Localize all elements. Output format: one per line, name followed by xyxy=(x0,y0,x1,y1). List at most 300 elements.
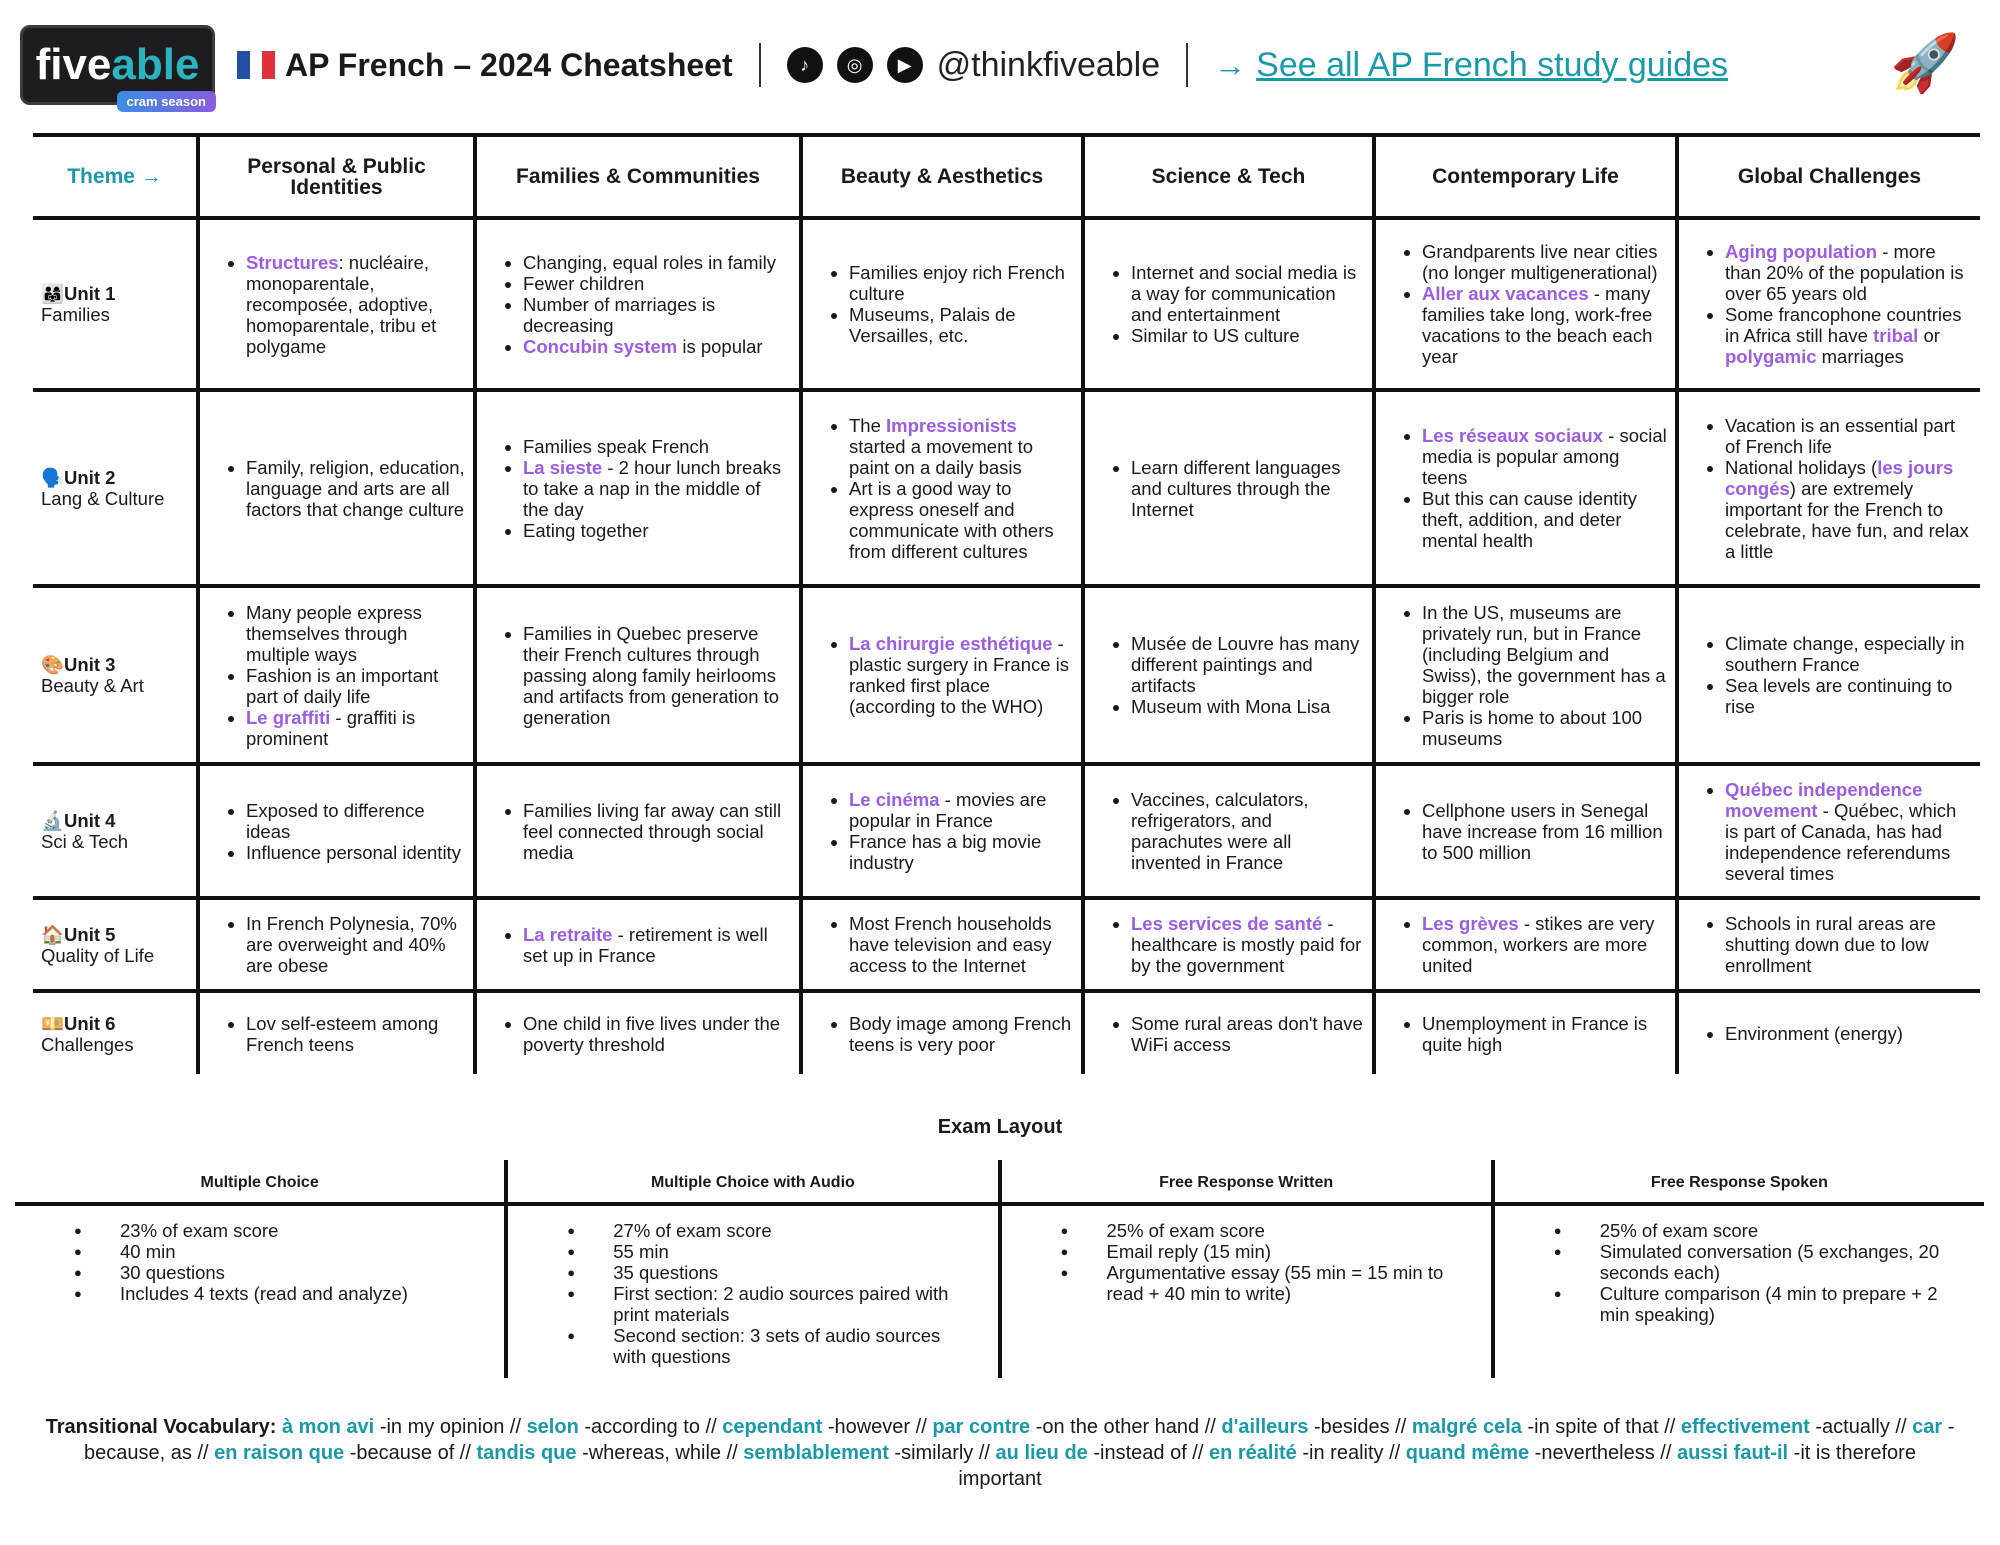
bullet-item xyxy=(523,1013,791,1055)
text: Most French households have television and easy access to the Internet xyxy=(849,913,1052,976)
text: Families speak French xyxy=(523,435,710,457)
bullet-item xyxy=(1725,457,1972,562)
bullet-item xyxy=(246,1013,465,1055)
unit-name: Lang & Culture xyxy=(41,488,165,509)
bullet-list xyxy=(811,913,1073,976)
highlighted-term: Impressionists xyxy=(886,414,1017,436)
cell xyxy=(475,218,801,390)
cell xyxy=(198,764,475,898)
bullet-list xyxy=(1687,415,1972,562)
vocab-meaning: -because, as xyxy=(84,1416,1955,1464)
vocab-separator: // xyxy=(721,1442,744,1464)
bullet-list xyxy=(208,602,465,749)
unit-name: Challenges xyxy=(41,1033,134,1055)
bullet-list xyxy=(208,457,465,520)
vocab-term: car xyxy=(1912,1416,1943,1438)
unit-number: Unit 3 xyxy=(64,654,116,675)
text: Family, religion, education, language and arts are all factors that change culture xyxy=(246,456,465,520)
bullet-list xyxy=(485,436,791,541)
text: started a movement to paint on a daily basis xyxy=(849,435,1034,478)
bullet-item xyxy=(1725,415,1972,457)
cell xyxy=(1374,898,1677,991)
exam-section-list xyxy=(508,1206,997,1367)
text: Paris is home to about 100 museums xyxy=(1422,706,1643,749)
exam-item: ● 35 questions xyxy=(613,1262,957,1283)
bullet-item xyxy=(849,304,1073,346)
vocab-term: aussi faut-il xyxy=(1676,1442,1789,1464)
bullet-list xyxy=(1384,913,1667,976)
unit-label xyxy=(33,586,198,764)
exam-item: ● Culture comparison (4 min to prepare + 2 min speaking) xyxy=(1600,1283,1944,1325)
text: Fashion is an important part of daily life xyxy=(246,664,439,707)
bullet-list xyxy=(1093,457,1364,520)
text: is popular xyxy=(677,335,763,357)
highlighted-term: La sieste xyxy=(523,456,603,478)
bullet-item xyxy=(246,252,465,357)
bullet-item xyxy=(246,707,465,749)
cell xyxy=(1083,991,1374,1074)
unit-emoji-icon: 🗣️ xyxy=(41,467,65,488)
cell xyxy=(1677,586,1980,764)
text: France has a big movie industry xyxy=(849,831,1042,873)
vocab-meaning: -nevertheless xyxy=(1534,1442,1655,1464)
bullet-item xyxy=(849,831,1073,873)
arrow-right-icon: → xyxy=(1214,46,1247,83)
text: Families enjoy rich French culture xyxy=(849,262,1065,304)
bullet-item xyxy=(1422,800,1667,863)
highlighted-term: Les services de santé xyxy=(1131,913,1323,934)
highlighted-term: Les réseaux sociaux xyxy=(1422,425,1603,446)
bullet-item xyxy=(523,924,791,966)
exam-layout xyxy=(15,1160,1984,1378)
bullet-list xyxy=(811,415,1073,562)
vocab-term: semblablement xyxy=(743,1442,889,1464)
bullet-list xyxy=(1384,1013,1667,1055)
text: Eating together xyxy=(523,519,649,541)
page-title: AP French – 2024 Cheatsheet xyxy=(285,46,733,83)
exam-item: ● 23% of exam score xyxy=(120,1220,464,1241)
vocab-meaning: -similarly xyxy=(894,1442,974,1464)
cell xyxy=(1677,390,1980,586)
bullet-item xyxy=(1131,457,1364,520)
text: Sea levels are continuing to rise xyxy=(1725,675,1953,717)
unit-row xyxy=(33,390,1980,586)
bullet-list xyxy=(485,924,791,966)
vocab-separator: // xyxy=(1889,1416,1913,1438)
cell xyxy=(1374,764,1677,898)
bullet-item xyxy=(1131,789,1364,873)
exam-item: ● 25% of exam score xyxy=(1107,1220,1451,1241)
text: Fewer children xyxy=(523,272,645,294)
vocab-term: par contre xyxy=(932,1416,1031,1438)
theme-header: Science & Tech xyxy=(1083,135,1374,218)
vocab-separator: // xyxy=(973,1442,996,1464)
bullet-list xyxy=(811,789,1073,873)
bullet-item xyxy=(523,623,791,728)
vocab-term: tandis que xyxy=(476,1442,577,1464)
unit-number: Unit 4 xyxy=(64,810,116,831)
unit-number: Unit 6 xyxy=(64,1012,116,1034)
bullet-list xyxy=(1384,425,1667,551)
bullet-item xyxy=(246,842,465,863)
cram-season-badge: cram season xyxy=(117,91,217,112)
cell xyxy=(198,218,475,390)
bullet-item xyxy=(523,436,791,457)
text: - healthcare is mostly paid for by the government xyxy=(1131,913,1362,976)
highlighted-term: Aging population xyxy=(1725,241,1878,262)
bullet-item xyxy=(523,520,791,541)
text: - more than 20% of the population is over 65 years old xyxy=(1725,241,1964,304)
vocab-separator: // xyxy=(1658,1416,1681,1438)
vocab-separator: // xyxy=(504,1416,527,1438)
bullet-list xyxy=(485,623,791,728)
text: Some rural areas don't have WiFi access xyxy=(1131,1012,1363,1055)
transitional-vocabulary xyxy=(40,1414,1960,1492)
cell xyxy=(1083,898,1374,991)
theme-label: Theme → xyxy=(33,135,198,218)
text: Influence personal identity xyxy=(246,841,461,863)
vocab-meaning: -in reality xyxy=(1302,1442,1384,1464)
unit-emoji-icon: 💴 xyxy=(41,1012,65,1034)
rocket-mascot-icon: 🚀 xyxy=(1890,31,1960,94)
exam-item: ● 55 min xyxy=(613,1241,957,1262)
bullet-item xyxy=(1725,779,1972,884)
bullet-item xyxy=(1725,913,1972,976)
text: marriages xyxy=(1816,346,1904,367)
theme-header: Beauty & Aesthetics xyxy=(801,135,1083,218)
bullet-item xyxy=(246,800,465,842)
text: - graffiti is prominent xyxy=(246,706,416,749)
bullet-item xyxy=(1131,696,1364,717)
unit-row xyxy=(33,586,1980,764)
cell xyxy=(801,218,1083,390)
unit-number: Unit 5 xyxy=(64,923,116,945)
text: Vaccines, calculators, refrigerators, and parachutes were all invented in France xyxy=(1131,789,1309,873)
exam-section xyxy=(1002,1160,1495,1378)
instagram-icon[interactable]: ◎ xyxy=(837,47,873,83)
bullet-item xyxy=(849,913,1073,976)
vocab-term: quand même xyxy=(1405,1442,1530,1464)
cell xyxy=(475,586,801,764)
vocab-meaning: -because of xyxy=(349,1442,455,1464)
bullet-list xyxy=(811,262,1073,346)
bullet-item xyxy=(849,262,1073,304)
bullet-list xyxy=(811,633,1073,717)
highlighted-term: Le graffiti xyxy=(246,706,331,728)
cell xyxy=(1083,390,1374,586)
vocab-separator: // xyxy=(1654,1442,1677,1464)
text: Body image among French teens is very poor xyxy=(849,1012,1072,1055)
vocab-separator: // xyxy=(1186,1442,1209,1464)
vocab-term: en raison que xyxy=(214,1442,345,1464)
exam-item: ● Argumentative essay (55 min = 15 min to read + 40 min to write) xyxy=(1107,1262,1451,1304)
text: Exposed to difference ideas xyxy=(246,799,425,842)
text: The xyxy=(849,414,887,436)
text: Internet and social media is a way for communication and entertainment xyxy=(1131,262,1357,325)
exam-item: ● 27% of exam score xyxy=(613,1220,957,1241)
vocab-label: Transitional Vocabulary: xyxy=(45,1416,277,1438)
bullet-list xyxy=(1384,800,1667,863)
cell xyxy=(475,898,801,991)
bullet-item xyxy=(1725,1023,1972,1044)
unit-row xyxy=(33,898,1980,991)
divider xyxy=(759,43,761,87)
exam-section xyxy=(15,1160,508,1378)
cell xyxy=(1083,586,1374,764)
highlighted-term: La chirurgie esthétique xyxy=(849,633,1053,654)
bullet-item xyxy=(1725,633,1972,675)
text: Families living far away can still feel connected through social media xyxy=(523,799,782,863)
cell xyxy=(198,898,475,991)
fiveable-logo[interactable]: five able cram season xyxy=(20,25,215,105)
theme-unit-table xyxy=(33,133,1980,1074)
vocab-term: au lieu de xyxy=(995,1442,1088,1464)
highlighted-term: polygamic xyxy=(1725,346,1817,367)
theme-header: Contemporary Life xyxy=(1374,135,1677,218)
bullet-item xyxy=(849,415,1073,478)
text: - stikes are very common, workers are more united xyxy=(1422,913,1655,976)
cell xyxy=(801,898,1083,991)
cell xyxy=(475,764,801,898)
bullet-item xyxy=(1422,602,1667,707)
text: - plastic surgery in France is ranked first place (according to the WHO) xyxy=(849,633,1070,717)
bullet-item xyxy=(849,1013,1073,1055)
bullet-item xyxy=(1725,675,1972,717)
vocab-separator: // xyxy=(191,1442,215,1464)
unit-name: Beauty & Art xyxy=(41,675,144,696)
vocab-meaning: -whereas, while xyxy=(582,1442,722,1464)
vocab-meaning: -it is therefore important xyxy=(958,1442,1916,1490)
bullet-list xyxy=(1384,602,1667,749)
text: In the US, museums are privately run, but in France (including Belgium and Swiss), the government has a bigger role xyxy=(1422,601,1666,707)
bullet-list xyxy=(1093,789,1364,873)
text: Families in Quebec preserve their French cultures through passing along family heirlooms and artifacts from generation to generation xyxy=(523,622,780,728)
vocab-term: malgré cela xyxy=(1411,1416,1522,1438)
exam-item: ● Email reply (15 min) xyxy=(1107,1241,1451,1262)
text: Cellphone users in Senegal have increase from 16 million to 500 million xyxy=(1422,799,1663,863)
unit-label xyxy=(33,764,198,898)
exam-item: ● Second section: 3 sets of audio sources with questions xyxy=(613,1325,957,1367)
vocab-meaning: -instead of xyxy=(1093,1442,1187,1464)
unit-name: Sci & Tech xyxy=(41,831,129,852)
bullet-item xyxy=(523,336,791,357)
theme-header: Families & Communities xyxy=(475,135,801,218)
exam-section-title: Multiple Choice with Audio xyxy=(508,1160,997,1206)
text: Musée de Louvre has many different paintings and artifacts xyxy=(1131,633,1360,696)
text: - retirement is well set up in France xyxy=(523,923,768,966)
exam-section-title: Multiple Choice xyxy=(15,1160,504,1206)
text: Changing, equal roles in family xyxy=(523,251,776,273)
bullet-list xyxy=(1093,1013,1364,1055)
unit-emoji-icon: 🏠 xyxy=(41,923,65,945)
bullet-list xyxy=(208,913,465,976)
bullet-item xyxy=(246,665,465,707)
highlighted-term: tribal xyxy=(1873,325,1919,346)
cell xyxy=(475,390,801,586)
bullet-item xyxy=(246,457,465,520)
text: Art is a good way to express oneself and communicate with others from different cultures xyxy=(849,477,1054,562)
bullet-list xyxy=(1687,1023,1972,1044)
highlighted-term: Québec independence movement xyxy=(1725,778,1923,821)
text: : nucléaire, monoparentale, recomposée, adoptive, homoparentale, tribu et polygame xyxy=(246,251,437,357)
unit-label xyxy=(33,898,198,991)
unit-number: Unit 2 xyxy=(64,467,116,488)
bullet-item xyxy=(849,478,1073,562)
cell xyxy=(1677,991,1980,1074)
cell xyxy=(1677,764,1980,898)
bullet-item xyxy=(1422,283,1667,367)
cell xyxy=(1374,218,1677,390)
bullet-list xyxy=(1093,913,1364,976)
highlighted-term: Le cinéma xyxy=(849,789,940,810)
text: or xyxy=(1918,325,1940,346)
youtube-icon[interactable]: ▶ xyxy=(887,47,923,83)
bullet-item xyxy=(1422,241,1667,283)
vocab-separator: // xyxy=(454,1442,477,1464)
bullet-item xyxy=(523,273,791,294)
unit-number: Unit 1 xyxy=(64,283,116,304)
unit-row xyxy=(33,218,1980,390)
divider xyxy=(1186,43,1188,87)
highlighted-term: Les grèves xyxy=(1422,913,1519,934)
vocab-separator: // xyxy=(1383,1442,1406,1464)
unit-row xyxy=(33,991,1980,1074)
cell xyxy=(198,991,475,1074)
bullet-item xyxy=(1422,1013,1667,1055)
bullet-list xyxy=(485,252,791,357)
text: Many people express themselves through multiple ways xyxy=(246,601,422,665)
text: - social media is popular among teens xyxy=(1422,425,1667,488)
text: Schools in rural areas are shutting down due to low enrollment xyxy=(1725,913,1936,976)
study-guides-link[interactable]: See all AP French study guides xyxy=(1256,45,1729,84)
cell xyxy=(1083,764,1374,898)
vocab-meaning: -on the other hand xyxy=(1035,1416,1200,1438)
vocab-meaning: -in spite of that xyxy=(1527,1416,1659,1438)
bullet-item xyxy=(1422,707,1667,749)
text: But this can cause identity theft, addition, and deter mental health xyxy=(1422,488,1637,551)
exam-item: ● 25% of exam score xyxy=(1600,1220,1944,1241)
unit-label xyxy=(33,218,198,390)
exam-layout-title: Exam Layout xyxy=(937,1116,1063,1138)
vocab-meaning: -according to xyxy=(584,1416,700,1438)
bullet-item xyxy=(523,800,791,863)
text: Vacation is an essential part of French life xyxy=(1725,414,1956,457)
bullet-list xyxy=(1093,633,1364,717)
cell xyxy=(801,764,1083,898)
bullet-list xyxy=(811,1013,1073,1055)
text: Museums, Palais de Versailles, etc. xyxy=(849,304,1016,346)
bullet-list xyxy=(208,252,465,357)
bullet-item xyxy=(1725,304,1972,367)
bullet-item xyxy=(246,913,465,976)
vocab-term: effectivement xyxy=(1680,1416,1810,1438)
text: Lov self-esteem among French teens xyxy=(246,1012,439,1055)
bullet-list xyxy=(1384,241,1667,367)
vocab-term: d'ailleurs xyxy=(1221,1416,1309,1438)
text: In French Polynesia, 70% are overweight and 40% are obese xyxy=(246,913,457,976)
text: - many families take long, work-free vacations to the beach each year xyxy=(1422,283,1653,367)
vocab-separator: // xyxy=(700,1416,723,1438)
cell xyxy=(1374,390,1677,586)
bullet-item xyxy=(523,252,791,273)
bullet-list xyxy=(208,1013,465,1055)
bullet-item xyxy=(1725,241,1972,304)
vocab-term: cependant xyxy=(722,1416,823,1438)
exam-item: ● Includes 4 texts (read and analyze) xyxy=(120,1283,464,1304)
bullet-list xyxy=(208,800,465,863)
text: Environment (energy) xyxy=(1725,1023,1903,1044)
text: Museum with Mona Lisa xyxy=(1131,696,1331,717)
exam-section-title: Free Response Written xyxy=(1002,1160,1491,1206)
vocab-term: selon xyxy=(526,1416,579,1438)
cell xyxy=(475,991,801,1074)
vocab-term: à mon avi xyxy=(281,1416,375,1438)
text: - Québec, which is part of Canada, has had independence referendums several times xyxy=(1725,799,1957,884)
cell xyxy=(801,390,1083,586)
exam-section-list xyxy=(1002,1206,1491,1304)
text: ) are extremely important for the French to celebrate, have fun, and relax a little xyxy=(1725,477,1969,562)
text: One child in five lives under the poverty threshold xyxy=(523,1012,781,1055)
bullet-list xyxy=(1687,779,1972,884)
tiktok-icon[interactable]: ♪ xyxy=(787,47,823,83)
vocab-meaning: -however xyxy=(827,1416,911,1438)
theme-header: Personal & Public Identities xyxy=(198,135,475,218)
cell xyxy=(198,586,475,764)
bullet-item xyxy=(1422,913,1667,976)
text: - 2 hour lunch breaks to take a nap in the middle of the day xyxy=(523,456,782,520)
unit-emoji-icon: 🔬 xyxy=(41,810,65,831)
bullet-item xyxy=(1131,325,1364,346)
highlighted-term: Concubin system xyxy=(523,335,678,357)
exam-item: ● First section: 2 audio sources paired with print materials xyxy=(613,1283,957,1325)
bullet-item xyxy=(246,602,465,665)
unit-label xyxy=(33,390,198,586)
exam-section-title: Free Response Spoken xyxy=(1495,1160,1984,1206)
bullet-item xyxy=(1422,425,1667,488)
bullet-list xyxy=(485,800,791,863)
unit-label xyxy=(33,991,198,1074)
header xyxy=(20,20,1980,110)
unit-name: Quality of Life xyxy=(41,944,155,966)
cell xyxy=(801,586,1083,764)
unit-emoji-icon: 👨‍👩‍👧 xyxy=(41,283,65,304)
social-handle[interactable]: @thinkfiveable xyxy=(936,45,1161,84)
bullet-list xyxy=(1687,913,1972,976)
highlighted-term: Structures xyxy=(246,251,339,273)
bullet-list xyxy=(485,1013,791,1055)
highlighted-term: les jours congés xyxy=(1725,456,1954,499)
exam-item: ● 40 min xyxy=(120,1241,464,1262)
vocab-meaning: -in my opinion xyxy=(379,1416,505,1438)
bullet-item xyxy=(1131,262,1364,325)
vocab-meaning: -actually xyxy=(1815,1416,1890,1438)
text: - movies are popular in France xyxy=(849,789,1047,831)
cell xyxy=(1374,991,1677,1074)
bullet-item xyxy=(1131,913,1364,976)
vocab-separator: // xyxy=(1389,1416,1412,1438)
text: Similar to US culture xyxy=(1131,325,1300,346)
text: Some francophone countries in Africa still have xyxy=(1725,304,1962,346)
unit-name: Families xyxy=(41,304,110,325)
text: National holidays ( xyxy=(1725,456,1878,478)
bullet-list xyxy=(1093,262,1364,346)
theme-header: Global Challenges xyxy=(1677,135,1980,218)
bullet-item xyxy=(1422,488,1667,551)
highlighted-term: Aller aux vacances xyxy=(1422,283,1589,304)
cell xyxy=(198,390,475,586)
bullet-item xyxy=(1131,633,1364,696)
cell xyxy=(1677,898,1980,991)
